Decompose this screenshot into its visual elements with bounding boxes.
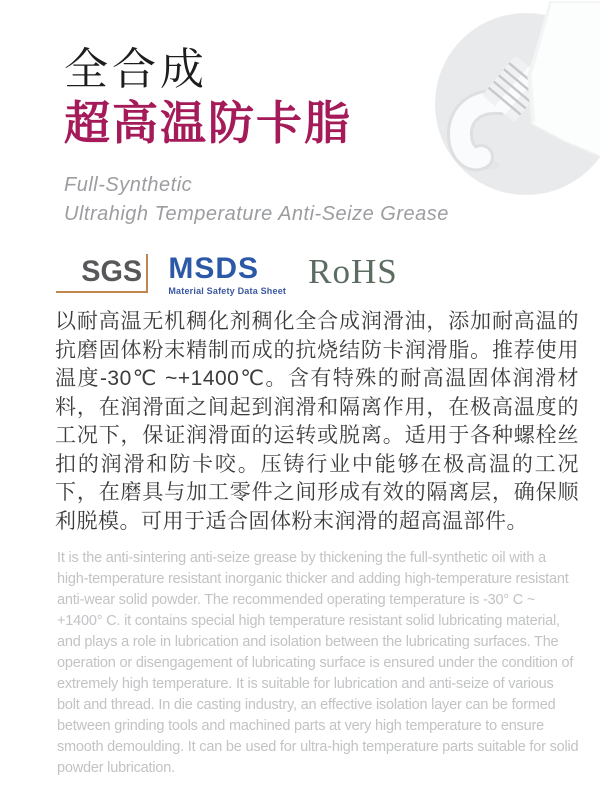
msds-logo-subtext: Material Safety Data Sheet [168,286,287,296]
msds-logo [168,253,286,296]
sgs-sideline-accent [146,254,148,293]
product-title-en [64,171,449,229]
sgs-underline-accent [56,291,148,293]
certification-logos-row [56,252,398,296]
product-title-en-line1: Full-Synthetic [64,174,193,196]
msds-logo-text: MSDS [168,252,260,285]
description-paragraph-en: It is the anti-sintering anti-seize grease by thickening the full-synthetic oil with a high-temperature resistant inorganic thicker and adding high-temperature resistant anti-wear solid powder. The recommended operating temperature is -30° C ~ +1400° C. it contains special high temperature resistant solid lubricating material, and plays a role in lubrication and isolation between the lubricating surfaces. The operation or disengagement of lubricating surface is ensured under the condition of extremely high temperature. It is suitable for lubrication and anti-seize of various bolt and thread. In die casting industry, an effective isolation layer can be formed between grinding tools and machined parts at very high temperature to ensure smooth demoulding. It can be used for ultra-high temperature parts suitable for solid powder lubrication. [57,550,579,776]
product-title-en-line2: Ultrahigh Temperature Anti-Seize Grease [64,203,449,225]
product-title-zh-line2: 超高温防卡脂 [64,97,352,149]
description-paragraph-zh: 以耐高温无机稠化剂稠化全合成润滑油，添加耐高温的抗磨固体粉末精制而成的抗烧结防卡润滑脂。推荐使用温度-30℃ ~+1400℃。含有特殊的耐高温固体润滑材料，在润滑面之间起到润滑和隔离作用，在极高温度的工况下，保证润滑面的运转或脱离。适用于各种螺栓丝扣的润滑和防卡咬。压铸行业中能够在极高温的工况下，在磨具与加工零件之间形成有效的隔离层，确保顺利脱模。可用于适合固体粉末润滑的超高温部件。 [55,310,579,533]
product-title-zh-line1: 全合成 [64,45,208,94]
product-title-zh [64,44,352,150]
rohs-logo: RoHS [308,252,398,291]
sgs-logo [56,254,148,293]
sgs-logo-text: SGS [81,255,143,288]
